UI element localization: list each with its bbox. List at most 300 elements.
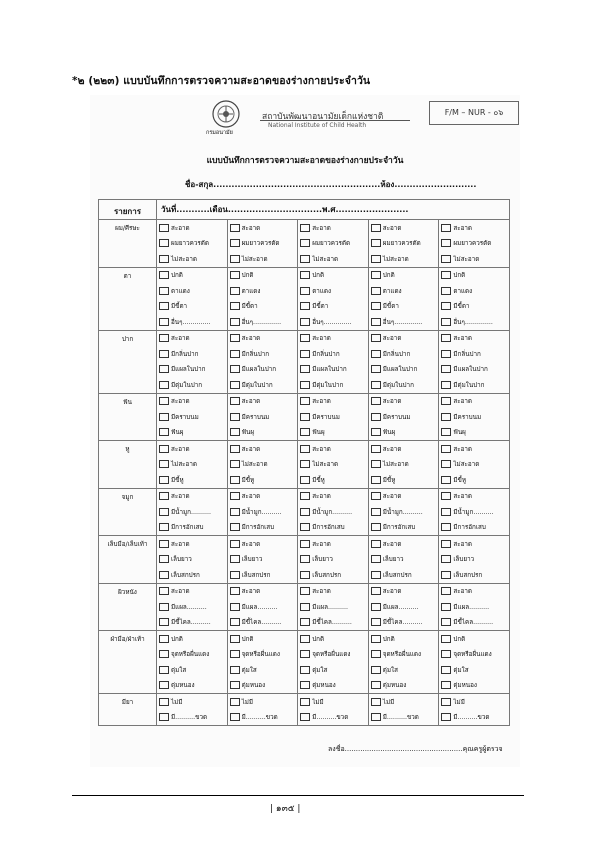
checkbox[interactable] (230, 713, 240, 721)
checkbox[interactable] (300, 603, 310, 611)
option-line (228, 268, 298, 284)
checkbox[interactable] (230, 365, 240, 373)
checkbox[interactable] (300, 365, 310, 373)
option-label: ปกติ (241, 635, 254, 643)
checkbox[interactable] (441, 318, 451, 326)
checkbox[interactable] (300, 555, 310, 563)
checkbox[interactable] (371, 365, 381, 373)
option-line (157, 567, 227, 583)
option-label: จุดหรือผื่นแดง (382, 651, 422, 659)
form-code-box: F/M – NUR - ๐๖ (429, 101, 519, 125)
checkbox[interactable] (441, 666, 451, 674)
checkbox[interactable] (300, 476, 310, 484)
option-label: มีคราบนม (453, 413, 482, 421)
option-label: สะอาด (453, 224, 473, 232)
option-label: มีกลิ่นปาก (171, 350, 199, 358)
option-line (439, 377, 509, 393)
option-label: สะอาด (241, 588, 261, 596)
checkbox[interactable] (159, 287, 169, 295)
checkbox[interactable] (300, 698, 310, 706)
option-line (298, 299, 368, 315)
checkbox[interactable] (230, 523, 240, 531)
checkbox[interactable] (441, 618, 451, 626)
checkbox[interactable] (300, 666, 310, 674)
checkbox[interactable] (230, 508, 240, 516)
checkbox[interactable] (371, 508, 381, 516)
option-line (157, 314, 227, 330)
checkbox[interactable] (441, 540, 451, 548)
option-line (298, 504, 368, 520)
checkbox[interactable] (230, 571, 240, 579)
option-line (439, 567, 509, 583)
option-line (369, 599, 439, 615)
option-line (228, 678, 298, 694)
checkbox[interactable] (159, 713, 169, 721)
option-label: จุดหรือผื่นแดง (453, 651, 492, 659)
option-label: สะอาด (453, 335, 473, 343)
option-line (157, 331, 227, 347)
option-line (439, 236, 509, 252)
option-label: สะอาด (171, 540, 190, 548)
option-line (228, 346, 298, 362)
option-label: ปกติ (453, 272, 466, 280)
option-line (157, 377, 227, 393)
checkbox[interactable] (159, 334, 169, 342)
checkbox[interactable] (159, 650, 169, 658)
option-label: มีกลิ่นปาก (312, 350, 340, 358)
checkbox[interactable] (159, 508, 169, 516)
checkbox[interactable] (230, 445, 240, 453)
checkbox[interactable] (441, 571, 451, 579)
option-label: ตาแดง (453, 287, 473, 295)
checkbox[interactable] (371, 555, 381, 563)
table-row (99, 220, 510, 268)
checkbox[interactable] (441, 635, 451, 643)
checkbox[interactable] (300, 445, 310, 453)
option-line (369, 441, 439, 457)
row-label: เล็บมือ/เล็บเท้า (99, 536, 157, 584)
checkbox[interactable] (300, 650, 310, 658)
checkbox[interactable] (371, 255, 381, 263)
checkbox[interactable] (371, 239, 381, 247)
option-line (157, 268, 227, 284)
checkbox[interactable] (230, 381, 240, 389)
option-line (369, 615, 439, 631)
option-label: มีตุ่มในปาก (453, 381, 485, 389)
option-label: มีตุ่มในปาก (312, 381, 344, 389)
checkbox[interactable] (371, 713, 381, 721)
checkbox[interactable] (371, 540, 381, 548)
checkbox[interactable] (230, 460, 240, 468)
checkbox[interactable] (300, 350, 310, 358)
checkbox[interactable] (371, 492, 381, 500)
checkbox[interactable] (230, 587, 240, 595)
day-cell (157, 330, 228, 393)
checkbox[interactable] (300, 271, 310, 279)
option-line (157, 346, 227, 362)
checkbox[interactable] (159, 540, 169, 548)
option-label: ตาแดง (382, 287, 402, 295)
option-line (157, 615, 227, 631)
option-label: มีตุ่มในปาก (241, 381, 273, 389)
day-cell (157, 583, 228, 631)
checkbox[interactable] (159, 224, 169, 232)
checkbox[interactable] (300, 381, 310, 389)
day-cell (368, 583, 439, 631)
checkbox[interactable] (159, 302, 169, 310)
checkbox[interactable] (441, 302, 451, 310)
checkbox[interactable] (300, 224, 310, 232)
option-label: ตุ่มใส (453, 666, 469, 674)
checkbox[interactable] (230, 334, 240, 342)
day-cell (439, 330, 510, 393)
day-cell (368, 393, 439, 441)
checkbox[interactable] (441, 271, 451, 279)
day-cell (368, 330, 439, 393)
checkbox[interactable] (300, 508, 310, 516)
option-line (157, 710, 227, 726)
checkbox[interactable] (441, 334, 451, 342)
table-row (99, 330, 510, 393)
checkbox[interactable] (300, 460, 310, 468)
option-label: ผมยาวควรตัด (171, 240, 209, 248)
checkbox[interactable] (230, 540, 240, 548)
option-line (369, 662, 439, 678)
option-label: อื่นๆ.............. (312, 318, 352, 326)
day-cell (439, 694, 510, 726)
option-label: มีน้ำมูก.......... (453, 508, 494, 516)
footer-rule (72, 795, 524, 796)
checkbox[interactable] (371, 587, 381, 595)
checkbox[interactable] (441, 255, 451, 263)
checkbox[interactable] (300, 334, 310, 342)
option-line (298, 394, 368, 410)
option-line (298, 631, 368, 647)
checkbox[interactable] (230, 681, 240, 689)
option-label: ไม่มี (453, 698, 465, 706)
checkbox[interactable] (371, 460, 381, 468)
day-cell (157, 536, 228, 584)
option-line (439, 362, 509, 378)
institute-name-thai: สถาบันพัฒนาอนามัยเด็กแห่งชาติ (262, 112, 384, 122)
day-cell (157, 488, 228, 536)
checkbox[interactable] (300, 287, 310, 295)
checkbox[interactable] (159, 381, 169, 389)
checkbox[interactable] (300, 635, 310, 643)
checkbox[interactable] (441, 413, 451, 421)
table-row (99, 631, 510, 694)
checkbox[interactable] (300, 428, 310, 436)
option-line (369, 236, 439, 252)
checkbox[interactable] (441, 603, 451, 611)
checkbox[interactable] (159, 587, 169, 595)
checkbox[interactable] (300, 618, 310, 626)
checkbox[interactable] (300, 397, 310, 405)
option-line (298, 236, 368, 252)
option-label: เล็บสกปรก (241, 571, 271, 579)
checkbox[interactable] (230, 476, 240, 484)
checkbox[interactable] (371, 445, 381, 453)
row-label: จมูก (99, 488, 157, 536)
checkbox[interactable] (441, 428, 451, 436)
checkbox[interactable] (230, 555, 240, 563)
option-label: สะอาด (382, 335, 402, 343)
checkbox[interactable] (159, 445, 169, 453)
checkbox[interactable] (371, 397, 381, 405)
checkbox[interactable] (159, 555, 169, 563)
checkbox[interactable] (300, 492, 310, 500)
option-line (157, 678, 227, 694)
option-line (369, 536, 439, 552)
checkbox[interactable] (300, 540, 310, 548)
option-line (439, 552, 509, 568)
option-line (298, 377, 368, 393)
option-label: ไม่สะอาด (241, 255, 268, 263)
checkbox[interactable] (159, 618, 169, 626)
option-label: ฟันผุ (241, 429, 255, 437)
column-header-items: รายการ (99, 200, 157, 220)
option-label: สะอาด (382, 540, 402, 548)
checkbox[interactable] (441, 492, 451, 500)
option-line (298, 694, 368, 710)
day-cell (368, 488, 439, 536)
option-line (298, 441, 368, 457)
checkbox[interactable] (371, 350, 381, 358)
checkbox[interactable] (230, 666, 240, 674)
checkbox[interactable] (300, 239, 310, 247)
row-label: ฝ่ามือ/ฝ่าเท้า (99, 631, 157, 694)
checkbox[interactable] (300, 413, 310, 421)
option-line (228, 299, 298, 315)
checkbox[interactable] (300, 681, 310, 689)
checkbox[interactable] (441, 287, 451, 295)
option-line (228, 283, 298, 299)
checkbox[interactable] (159, 413, 169, 421)
checkbox[interactable] (159, 571, 169, 579)
option-label: มี..........ขวด (241, 714, 278, 722)
checkbox[interactable] (230, 698, 240, 706)
option-line (157, 552, 227, 568)
option-line (369, 647, 439, 663)
option-label: เล็บสกปรก (453, 571, 483, 579)
option-line (157, 647, 227, 663)
checkbox[interactable] (371, 476, 381, 484)
checkbox[interactable] (159, 666, 169, 674)
option-line (298, 220, 368, 236)
day-cell (439, 583, 510, 631)
checkbox[interactable] (441, 555, 451, 563)
option-line (298, 552, 368, 568)
option-line (157, 472, 227, 488)
option-label: สะอาด (241, 445, 261, 453)
option-label: ตุ่มหนอง (382, 682, 407, 690)
checkbox[interactable] (300, 523, 310, 531)
checkbox[interactable] (230, 287, 240, 295)
option-label: มีน้ำมูก.......... (171, 508, 211, 516)
checkbox[interactable] (441, 350, 451, 358)
checkbox[interactable] (371, 224, 381, 232)
option-line (157, 362, 227, 378)
table-row (99, 267, 510, 330)
option-line (228, 489, 298, 505)
checkbox[interactable] (159, 523, 169, 531)
checkbox[interactable] (230, 397, 240, 405)
checkbox[interactable] (230, 635, 240, 643)
option-line (228, 520, 298, 536)
checkbox[interactable] (441, 365, 451, 373)
checkbox[interactable] (159, 397, 169, 405)
checkbox[interactable] (230, 618, 240, 626)
option-label: มีขี้ตา (312, 303, 329, 311)
checkbox[interactable] (230, 650, 240, 658)
checkbox[interactable] (230, 255, 240, 263)
row-label: หู (99, 441, 157, 489)
option-label: ไม่สะอาด (382, 461, 409, 469)
option-line (298, 346, 368, 362)
checkbox[interactable] (230, 428, 240, 436)
checkbox[interactable] (371, 334, 381, 342)
checkbox[interactable] (371, 571, 381, 579)
checkbox[interactable] (230, 603, 240, 611)
checkbox[interactable] (371, 271, 381, 279)
option-label: ปกติ (382, 635, 395, 643)
option-label: มีคราบนม (382, 413, 411, 421)
checkbox[interactable] (230, 271, 240, 279)
option-label: มีการอักเสบ (382, 524, 416, 532)
option-line (369, 425, 439, 441)
day-cell (298, 330, 369, 393)
option-line (439, 520, 509, 536)
option-label: สะอาด (453, 540, 473, 548)
checkbox[interactable] (371, 523, 381, 531)
option-line (228, 567, 298, 583)
checkbox[interactable] (441, 713, 451, 721)
checkbox[interactable] (441, 397, 451, 405)
option-line (298, 314, 368, 330)
checkbox[interactable] (441, 650, 451, 658)
checkbox[interactable] (441, 476, 451, 484)
checkbox[interactable] (371, 618, 381, 626)
checkbox[interactable] (371, 650, 381, 658)
option-line (228, 236, 298, 252)
day-cell (368, 267, 439, 330)
checkbox[interactable] (441, 508, 451, 516)
option-line (298, 662, 368, 678)
option-label: มีขี้ไคล.......... (453, 619, 494, 627)
checkbox[interactable] (441, 587, 451, 595)
day-cell (368, 220, 439, 268)
checkbox[interactable] (441, 523, 451, 531)
day-cell (227, 583, 298, 631)
checkbox[interactable] (230, 318, 240, 326)
checkbox[interactable] (300, 318, 310, 326)
checkbox[interactable] (159, 350, 169, 358)
checkbox[interactable] (441, 681, 451, 689)
checkbox[interactable] (441, 381, 451, 389)
checkbox[interactable] (159, 698, 169, 706)
option-label: ไม่สะอาด (382, 255, 409, 263)
checkbox[interactable] (371, 681, 381, 689)
checkbox[interactable] (159, 255, 169, 263)
option-label: ตุ่มหนอง (453, 682, 477, 690)
option-label: สะอาด (382, 224, 402, 232)
checkbox[interactable] (371, 666, 381, 674)
option-label: อื่นๆ.............. (241, 318, 282, 326)
option-label: สะอาด (312, 493, 331, 501)
option-line (298, 647, 368, 663)
checkbox[interactable] (371, 302, 381, 310)
option-line (157, 251, 227, 267)
checkbox[interactable] (230, 350, 240, 358)
checkbox[interactable] (159, 681, 169, 689)
checkbox[interactable] (300, 713, 310, 721)
option-label: ปกติ (453, 635, 466, 643)
checkbox[interactable] (159, 635, 169, 643)
option-line (369, 584, 439, 600)
checkbox[interactable] (230, 224, 240, 232)
checkbox[interactable] (371, 698, 381, 706)
checkbox[interactable] (441, 698, 451, 706)
checkbox[interactable] (441, 239, 451, 247)
checkbox[interactable] (371, 287, 381, 295)
checkbox[interactable] (159, 603, 169, 611)
option-line (228, 662, 298, 678)
checkbox[interactable] (441, 445, 451, 453)
checkbox[interactable] (371, 318, 381, 326)
checkbox[interactable] (371, 428, 381, 436)
option-label: มีขี้หู (453, 476, 466, 484)
checkbox[interactable] (300, 587, 310, 595)
day-cell (298, 220, 369, 268)
checkbox[interactable] (371, 635, 381, 643)
option-line (369, 251, 439, 267)
checkbox[interactable] (371, 381, 381, 389)
option-label: ปกติ (312, 635, 325, 643)
checkbox[interactable] (159, 460, 169, 468)
option-label: เล็บยาว (171, 556, 192, 564)
option-label: มีคราบนม (171, 413, 199, 421)
checkbox[interactable] (300, 255, 310, 263)
checkbox[interactable] (159, 271, 169, 279)
checkbox[interactable] (230, 239, 240, 247)
checkbox[interactable] (230, 413, 240, 421)
option-line (157, 489, 227, 505)
option-line (369, 331, 439, 347)
row-label: ผม/ศีรษะ (99, 220, 157, 268)
checkbox[interactable] (441, 224, 451, 232)
day-cell (298, 631, 369, 694)
checkbox[interactable] (159, 239, 169, 247)
checkbox[interactable] (159, 476, 169, 484)
checkbox[interactable] (230, 302, 240, 310)
checkbox[interactable] (159, 365, 169, 373)
day-cell (157, 267, 228, 330)
option-label: มีการอักเสบ (312, 524, 345, 532)
checkbox[interactable] (441, 460, 451, 468)
option-label: เล็บสกปรก (312, 571, 342, 579)
checkbox[interactable] (230, 492, 240, 500)
checkbox[interactable] (159, 492, 169, 500)
checkbox[interactable] (159, 318, 169, 326)
checkbox[interactable] (300, 571, 310, 579)
checkbox[interactable] (371, 603, 381, 611)
checkbox[interactable] (159, 428, 169, 436)
checkbox[interactable] (371, 413, 381, 421)
day-cell (439, 441, 510, 489)
day-cell (227, 267, 298, 330)
option-line (228, 552, 298, 568)
checkbox[interactable] (300, 302, 310, 310)
